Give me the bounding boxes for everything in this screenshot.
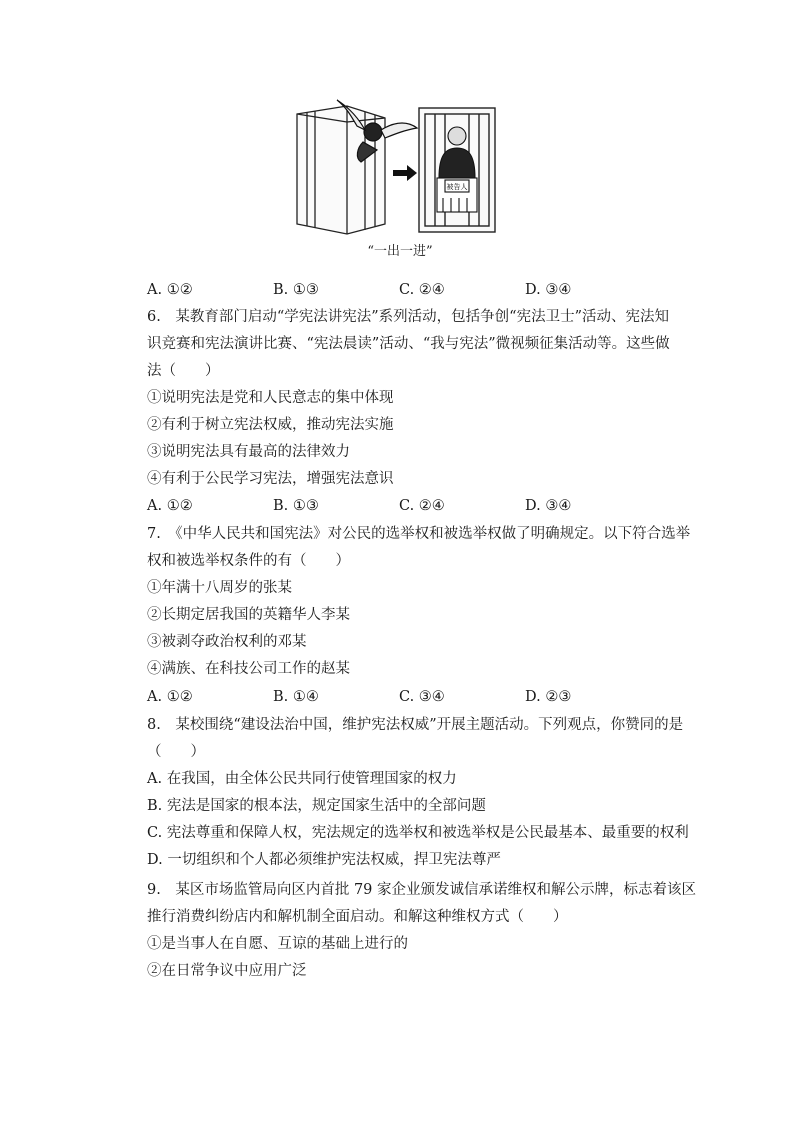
cartoon-figure — [285, 92, 515, 242]
q8-stem-line-2: （ ） — [147, 744, 205, 760]
q9-stem-line-1: 9. 某区市场监管局向区内首批 79 家企业颁发诚信承诺维权和解公示牌，标志着该区 — [147, 882, 697, 898]
q7-item-2: ②长期定居我国的英籍华人李某 — [147, 607, 350, 623]
q9-item-1: ①是当事人在自愿、互谅的基础上进行的 — [147, 936, 408, 952]
q7-option-b[interactable]: B. ①④ — [273, 689, 319, 705]
q7-option-d[interactable]: D. ②③ — [525, 689, 572, 705]
q5-option-c[interactable]: C. ②④ — [399, 282, 445, 298]
q6-option-d[interactable]: D. ③④ — [525, 498, 572, 514]
placard-text: 被告人 — [446, 183, 468, 191]
q6-option-a[interactable]: A. ①② — [147, 498, 193, 514]
q7-item-1: ①年满十八周岁的张某 — [147, 580, 292, 596]
q5-option-d[interactable]: D. ③④ — [525, 282, 572, 298]
q8-choice-a[interactable]: A. 在我国，由全体公民共同行使管理国家的权力 — [147, 771, 457, 787]
q9-stem-line-2: 推行消费纠纷店内和解机制全面启动。和解这种维权方式（ ） — [147, 909, 568, 925]
q5-option-a[interactable]: A. ①② — [147, 282, 193, 298]
q7-item-3: ③被剥夺政治权利的邓某 — [147, 634, 307, 650]
q7-stem-line-1: 7. 《中华人民共和国宪法》对公民的选举权和被选举权做了明确规定。以下符合选举 — [147, 526, 691, 542]
q6-option-c[interactable]: C. ②④ — [399, 498, 445, 514]
q6-options — [147, 496, 667, 516]
q6-stem-line-1: 6. 某教育部门启动“学宪法讲宪法”系列活动，包括争创“宪法卫士”活动、宪法知 — [147, 309, 669, 325]
cartoon-illustration — [285, 92, 515, 242]
q9-item-2: ②在日常争议中应用广泛 — [147, 963, 307, 979]
q8-choice-c[interactable]: C. 宪法尊重和保障人权，宪法规定的选举权和被选举权是公民最基本、最重要的权利 — [147, 825, 689, 841]
q7-options — [147, 687, 667, 707]
q6-option-b[interactable]: B. ①③ — [273, 498, 319, 514]
q6-stem-line-2: 识竞赛和宪法演讲比赛、“宪法晨读”活动、“我与宪法”微视频征集活动等。这些做 — [147, 336, 670, 352]
q7-option-a[interactable]: A. ①② — [147, 689, 193, 705]
q7-option-c[interactable]: C. ③④ — [399, 689, 445, 705]
q7-stem-line-2: 权和被选举权条件的有（ ） — [147, 553, 350, 569]
q8-choice-b[interactable]: B. 宪法是国家的根本法，规定国家生活中的全部问题 — [147, 798, 486, 814]
q6-stem-line-3: 法（ ） — [147, 363, 220, 379]
q8-choice-d[interactable]: D. 一切组织和个人都必须维护宪法权威，捍卫宪法尊严 — [147, 852, 501, 868]
q8-stem-line-1: 8. 某校围绕“建设法治中国，维护宪法权威”开展主题活动。下列观点，你赞同的是 — [147, 717, 684, 733]
q5-options — [147, 280, 667, 300]
q7-item-4: ④满族、在科技公司工作的赵某 — [147, 661, 350, 677]
q5-option-b[interactable]: B. ①③ — [273, 282, 319, 298]
q6-item-1: ①说明宪法是党和人民意志的集中体现 — [147, 390, 394, 406]
q6-item-2: ②有利于树立宪法权威，推动宪法实施 — [147, 417, 394, 433]
q6-item-3: ③说明宪法具有最高的法律效力 — [147, 444, 350, 460]
figure-caption: “一出一进” — [367, 244, 433, 259]
q6-item-4: ④有利于公民学习宪法，增强宪法意识 — [147, 471, 394, 487]
